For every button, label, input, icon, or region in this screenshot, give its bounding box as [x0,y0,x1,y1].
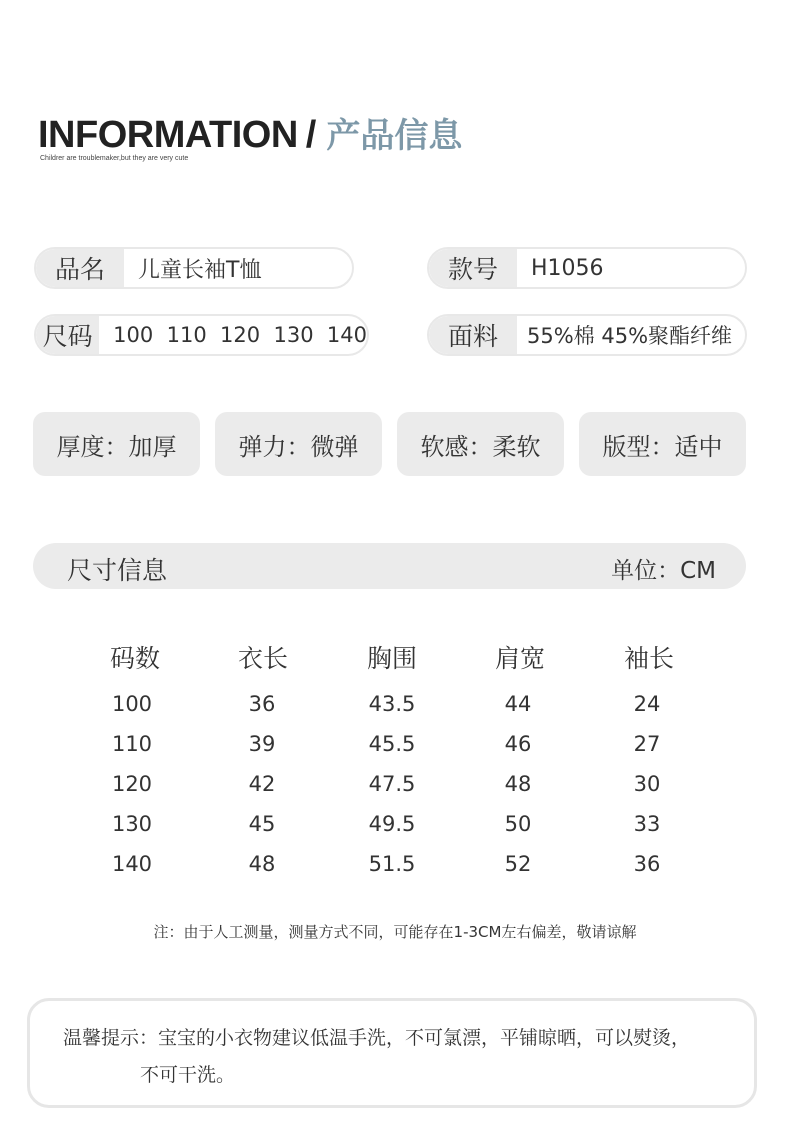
info-value-style: H1056 [531,255,604,281]
info-value-name: 儿童长袖T恤 [138,257,262,283]
info-label-style: 款号 [429,249,517,287]
table-cell: 24 [633,692,661,716]
table-cell: 45 [248,812,276,836]
attr-fit: 版型：适中 [579,412,746,476]
table-cell: 47.5 [368,772,416,796]
heading-tagline: Childrer are troublemaker,but they are very cute [40,155,189,162]
table-cell: 42 [248,772,276,796]
table-cell: 130 [111,812,153,836]
size-info-unit: 单位：CM [611,558,716,584]
table-header: 袖长 [623,644,675,673]
table-header: 胸围 [366,644,418,673]
info-size [34,314,369,356]
table-cell: 43.5 [368,692,416,716]
size-info-bar [33,543,746,589]
care-tips-line-2: 不可干洗。 [140,1064,236,1086]
table-cell: 36 [248,692,276,716]
info-style-number [427,247,747,289]
measurement-note: 注：由于人工测量，测量方式不同，可能存在1-3CM左右偏差，敬请谅解 [153,923,637,941]
care-tips-box [27,998,757,1108]
table-header: 肩宽 [494,644,546,673]
info-product-name [34,247,354,289]
table-cell: 46 [504,732,532,756]
attr-softness: 软感：柔软 [397,412,564,476]
care-tips-line-1: 温馨提示：宝宝的小衣物建议低温手洗，不可氯漂，平铺晾晒，可以熨烫， [63,1027,691,1049]
table-cell: 39 [248,732,276,756]
heading-title-cn: 产品信息 [326,116,463,156]
table-cell: 100 [111,692,153,716]
info-label-name: 品名 [36,249,124,287]
table-cell: 30 [633,772,661,796]
table-cell: 33 [633,812,661,836]
size-info-title: 尺寸信息 [67,556,168,585]
table-cell: 27 [633,732,661,756]
table-cell: 44 [504,692,532,716]
table-cell: 49.5 [368,812,416,836]
table-cell: 51.5 [368,852,416,876]
table-cell: 110 [111,732,153,756]
heading-separator: / [305,114,317,156]
table-cell: 140 [111,852,153,876]
info-label-fabric: 面料 [429,316,517,354]
table-cell: 36 [633,852,661,876]
info-value-size: 100 110 120 130 140 [113,323,367,347]
table-cell: 48 [248,852,276,876]
table-cell: 120 [111,772,153,796]
table-cell: 48 [504,772,532,796]
table-header: 码数 [109,644,161,673]
info-value-fabric: 55%棉 45%聚酯纤维 [527,324,733,348]
page-heading [38,108,462,157]
table-cell: 50 [504,812,532,836]
table-cell: 45.5 [368,732,416,756]
attr-elasticity: 弹力：微弹 [215,412,382,476]
info-label-size: 尺码 [36,316,99,354]
table-header: 衣长 [237,644,289,673]
heading-title-en: INFORMATION [38,114,298,156]
table-cell: 52 [504,852,532,876]
attr-thickness: 厚度：加厚 [33,412,200,476]
info-fabric [427,314,747,356]
